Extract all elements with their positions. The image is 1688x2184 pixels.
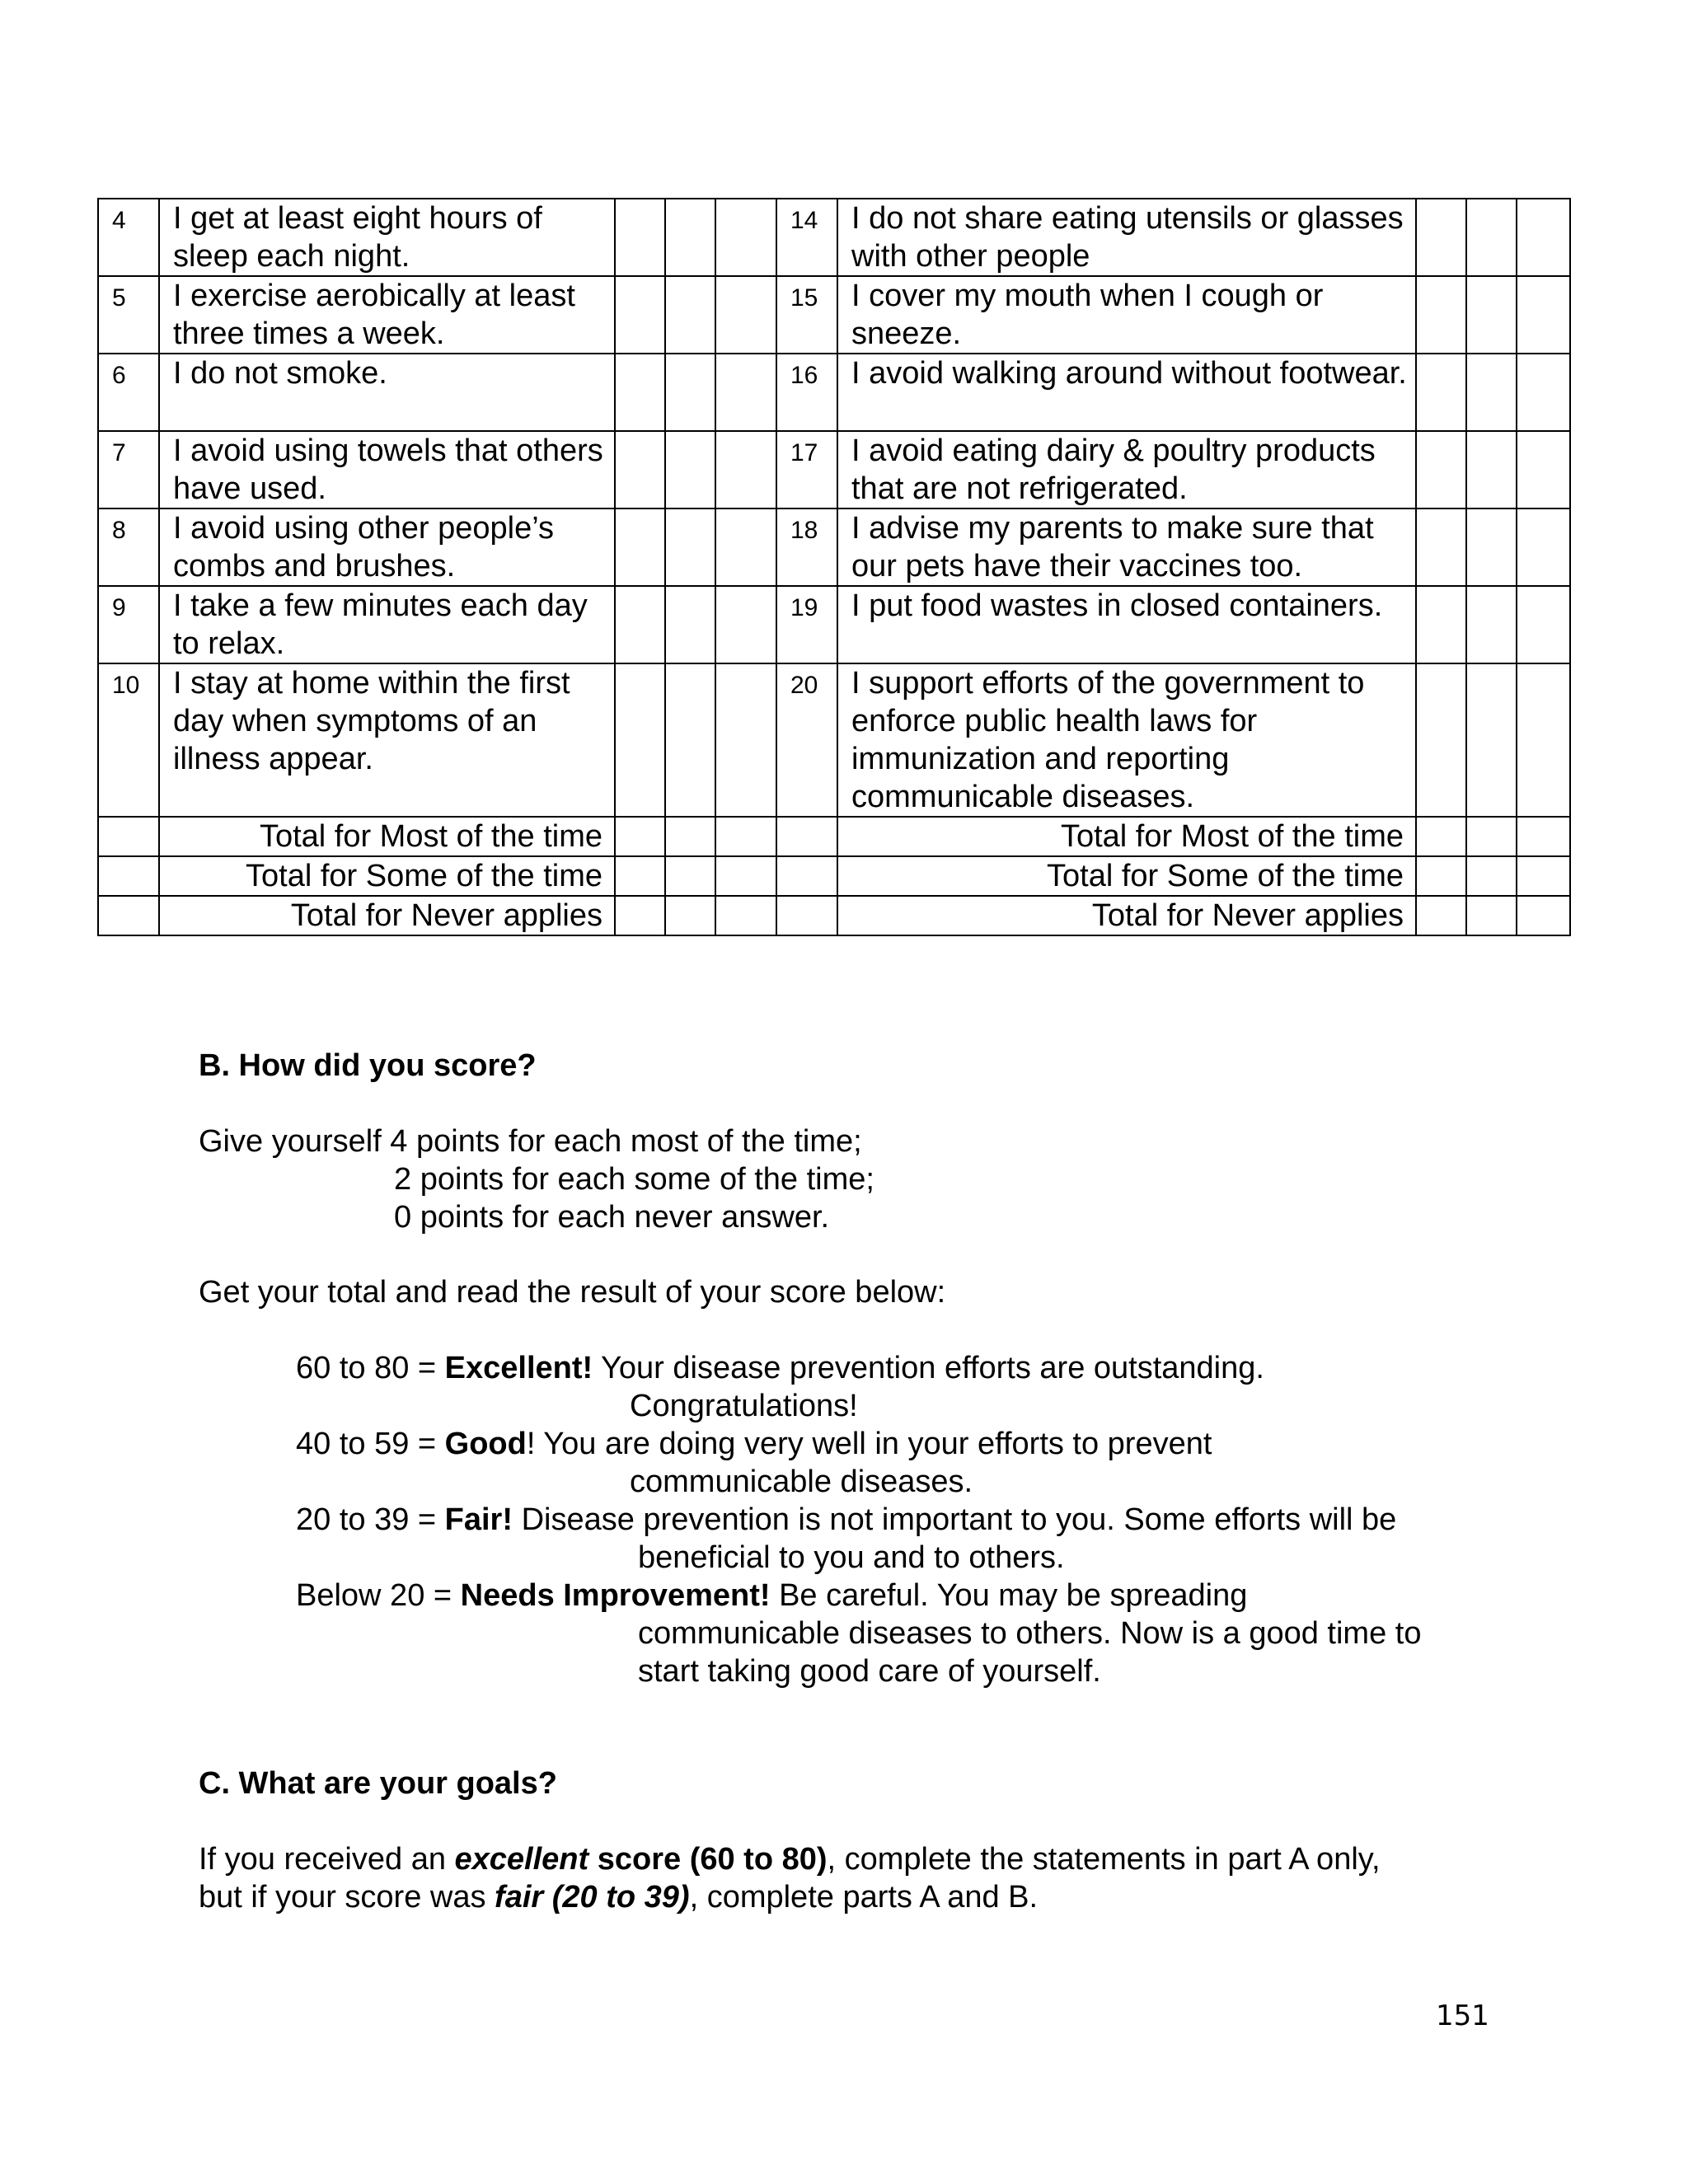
result-label: Excellent! xyxy=(444,1351,593,1385)
result-label: Fair! xyxy=(444,1502,513,1537)
goals-emphasis: score (60 to 80) xyxy=(588,1842,828,1877)
answer-cell[interactable] xyxy=(665,586,715,663)
item-statement: I exercise aerobically at least three times a week. xyxy=(159,276,615,354)
empty-cell xyxy=(776,817,837,856)
answer-cell[interactable] xyxy=(715,354,776,431)
table-row xyxy=(98,199,1570,276)
item-number: 7 xyxy=(98,431,159,509)
result-text: communicable diseases to others. Now is a good time to xyxy=(638,1616,1422,1651)
points-line: 2 points for each some of the time; xyxy=(394,1162,874,1197)
points-line: Give yourself 4 points for each most of the time; xyxy=(199,1124,862,1159)
answer-cell[interactable] xyxy=(615,199,665,276)
result-range: 20 to 39 = xyxy=(296,1502,445,1537)
goals-paragraph-line xyxy=(199,1840,1381,1878)
total-label: Total for Most of the time xyxy=(837,817,1416,856)
goals-text: , complete the statements in part A only, xyxy=(827,1842,1381,1877)
item-statement: I avoid eating dairy & poultry products that are not refrigerated. xyxy=(837,431,1416,509)
empty-cell xyxy=(98,856,159,896)
total-cell[interactable] xyxy=(1416,896,1466,935)
answer-cell[interactable] xyxy=(1416,276,1466,354)
total-row-some xyxy=(98,856,1570,896)
total-label: Total for Never applies xyxy=(159,896,615,935)
answer-cell[interactable] xyxy=(1517,431,1570,509)
answer-cell[interactable] xyxy=(1416,199,1466,276)
answer-cell[interactable] xyxy=(615,276,665,354)
total-cell[interactable] xyxy=(615,817,665,856)
item-number: 5 xyxy=(98,276,159,354)
goals-emphasis: excellent xyxy=(454,1842,589,1877)
table-row xyxy=(98,276,1570,354)
survey-table xyxy=(97,198,1571,936)
item-number: 10 xyxy=(98,663,159,817)
result-excellent xyxy=(296,1349,1264,1387)
total-cell[interactable] xyxy=(715,856,776,896)
answer-cell[interactable] xyxy=(1466,586,1517,663)
answer-cell[interactable] xyxy=(1517,509,1570,586)
result-range: 40 to 59 = xyxy=(296,1427,445,1461)
total-row-most xyxy=(98,817,1570,856)
item-number: 19 xyxy=(776,586,837,663)
answer-cell[interactable] xyxy=(715,276,776,354)
answer-cell[interactable] xyxy=(1466,199,1517,276)
empty-cell xyxy=(98,896,159,935)
goals-text: If you received an xyxy=(199,1842,455,1877)
result-text: ! You are doing very well in your efforts to prevent xyxy=(526,1427,1212,1461)
goals-text: , complete parts A and B. xyxy=(689,1880,1039,1915)
answer-cell[interactable] xyxy=(665,276,715,354)
item-statement: I cover my mouth when I cough or sneeze. xyxy=(837,276,1416,354)
result-text: Your disease prevention efforts are outstanding. xyxy=(593,1351,1264,1385)
total-cell[interactable] xyxy=(1416,856,1466,896)
answer-cell[interactable] xyxy=(1517,663,1570,817)
result-range: 60 to 80 = xyxy=(296,1351,445,1385)
total-cell[interactable] xyxy=(615,856,665,896)
total-cell[interactable] xyxy=(715,896,776,935)
total-cell[interactable] xyxy=(665,896,715,935)
answer-cell[interactable] xyxy=(615,431,665,509)
answer-cell[interactable] xyxy=(665,431,715,509)
answer-cell[interactable] xyxy=(615,586,665,663)
total-label: Total for Most of the time xyxy=(159,817,615,856)
item-statement: I take a few minutes each day to relax. xyxy=(159,586,615,663)
item-statement: I avoid using towels that others have used. xyxy=(159,431,615,509)
result-text: Be careful. You may be spreading xyxy=(770,1578,1248,1613)
total-cell[interactable] xyxy=(1517,896,1570,935)
item-statement: I put food wastes in closed containers. xyxy=(837,586,1416,663)
answer-cell[interactable] xyxy=(615,663,665,817)
result-label: Needs Improvement! xyxy=(460,1578,771,1613)
answer-cell[interactable] xyxy=(1416,431,1466,509)
table-row xyxy=(98,431,1570,509)
item-statement: I avoid using other people’s combs and brushes. xyxy=(159,509,615,586)
item-number: 18 xyxy=(776,509,837,586)
table-row xyxy=(98,586,1570,663)
answer-cell[interactable] xyxy=(665,663,715,817)
item-number: 16 xyxy=(776,354,837,431)
result-needs-improvement xyxy=(296,1577,1247,1615)
result-good xyxy=(296,1425,1212,1463)
answer-cell[interactable] xyxy=(1466,663,1517,817)
goals-paragraph-line xyxy=(199,1878,1038,1916)
answer-cell[interactable] xyxy=(1517,354,1570,431)
table-row xyxy=(98,509,1570,586)
answer-cell[interactable] xyxy=(665,199,715,276)
total-cell[interactable] xyxy=(1416,817,1466,856)
points-line: 0 points for each never answer. xyxy=(394,1200,830,1235)
total-cell[interactable] xyxy=(1466,817,1517,856)
item-statement: I avoid walking around without footwear. xyxy=(837,354,1416,431)
item-statement: I do not share eating utensils or glasses with other people xyxy=(837,199,1416,276)
answer-cell[interactable] xyxy=(1517,199,1570,276)
result-text: Disease prevention is not important to you. Some efforts will be xyxy=(513,1502,1397,1537)
answer-cell[interactable] xyxy=(1466,276,1517,354)
section-b-heading: B. How did you score? xyxy=(199,1048,537,1083)
total-cell[interactable] xyxy=(1517,817,1570,856)
answer-cell[interactable] xyxy=(715,509,776,586)
answer-cell[interactable] xyxy=(715,199,776,276)
item-number: 15 xyxy=(776,276,837,354)
result-text: beneficial to you and to others. xyxy=(638,1540,1065,1575)
total-cell[interactable] xyxy=(1466,856,1517,896)
item-statement: I get at least eight hours of sleep each night. xyxy=(159,199,615,276)
item-statement: I do not smoke. xyxy=(159,354,615,431)
answer-cell[interactable] xyxy=(1466,354,1517,431)
answer-cell[interactable] xyxy=(1517,276,1570,354)
table-row xyxy=(98,354,1570,431)
item-number: 20 xyxy=(776,663,837,817)
item-number: 9 xyxy=(98,586,159,663)
answer-cell[interactable] xyxy=(1416,663,1466,817)
answer-cell[interactable] xyxy=(1466,509,1517,586)
item-number: 6 xyxy=(98,354,159,431)
answer-cell[interactable] xyxy=(1517,586,1570,663)
answer-cell[interactable] xyxy=(715,663,776,817)
total-label: Total for Some of the time xyxy=(837,856,1416,896)
answer-cell[interactable] xyxy=(1466,431,1517,509)
item-number: 14 xyxy=(776,199,837,276)
goals-emphasis: fair (20 to 39) xyxy=(495,1880,690,1915)
total-cell[interactable] xyxy=(1466,896,1517,935)
answer-cell[interactable] xyxy=(715,586,776,663)
score-instruction: Get your total and read the result of your score below: xyxy=(199,1275,946,1310)
total-label: Total for Some of the time xyxy=(159,856,615,896)
page-number: 151 xyxy=(1436,1999,1489,2032)
empty-cell xyxy=(98,817,159,856)
answer-cell[interactable] xyxy=(1416,354,1466,431)
total-cell[interactable] xyxy=(665,817,715,856)
answer-cell[interactable] xyxy=(1416,586,1466,663)
total-label: Total for Never applies xyxy=(837,896,1416,935)
item-statement: I support efforts of the government to enforce public health laws for immunization and reporting communicable diseases. xyxy=(837,663,1416,817)
item-statement: I stay at home within the first day when symptoms of an illness appear. xyxy=(159,663,615,817)
result-range: Below 20 = xyxy=(296,1578,461,1613)
result-text: Congratulations! xyxy=(630,1389,858,1423)
answer-cell[interactable] xyxy=(615,354,665,431)
answer-cell[interactable] xyxy=(715,431,776,509)
total-cell[interactable] xyxy=(1517,856,1570,896)
result-text: start taking good care of yourself. xyxy=(638,1654,1101,1689)
answer-cell[interactable] xyxy=(615,509,665,586)
empty-cell xyxy=(776,856,837,896)
item-number: 8 xyxy=(98,509,159,586)
empty-cell xyxy=(776,896,837,935)
answer-cell[interactable] xyxy=(665,509,715,586)
result-fair xyxy=(296,1501,1396,1539)
total-cell[interactable] xyxy=(665,856,715,896)
total-row-never xyxy=(98,896,1570,935)
answer-cell[interactable] xyxy=(1416,509,1466,586)
result-text: communicable diseases. xyxy=(630,1465,973,1499)
section-c-heading: C. What are your goals? xyxy=(199,1766,557,1801)
table-row xyxy=(98,663,1570,817)
total-cell[interactable] xyxy=(615,896,665,935)
result-label: Good xyxy=(444,1427,527,1461)
answer-cell[interactable] xyxy=(665,354,715,431)
goals-text: but if your score was xyxy=(199,1880,495,1915)
item-statement: I advise my parents to make sure that our pets have their vaccines too. xyxy=(837,509,1416,586)
item-number: 17 xyxy=(776,431,837,509)
item-number: 4 xyxy=(98,199,159,276)
total-cell[interactable] xyxy=(715,817,776,856)
